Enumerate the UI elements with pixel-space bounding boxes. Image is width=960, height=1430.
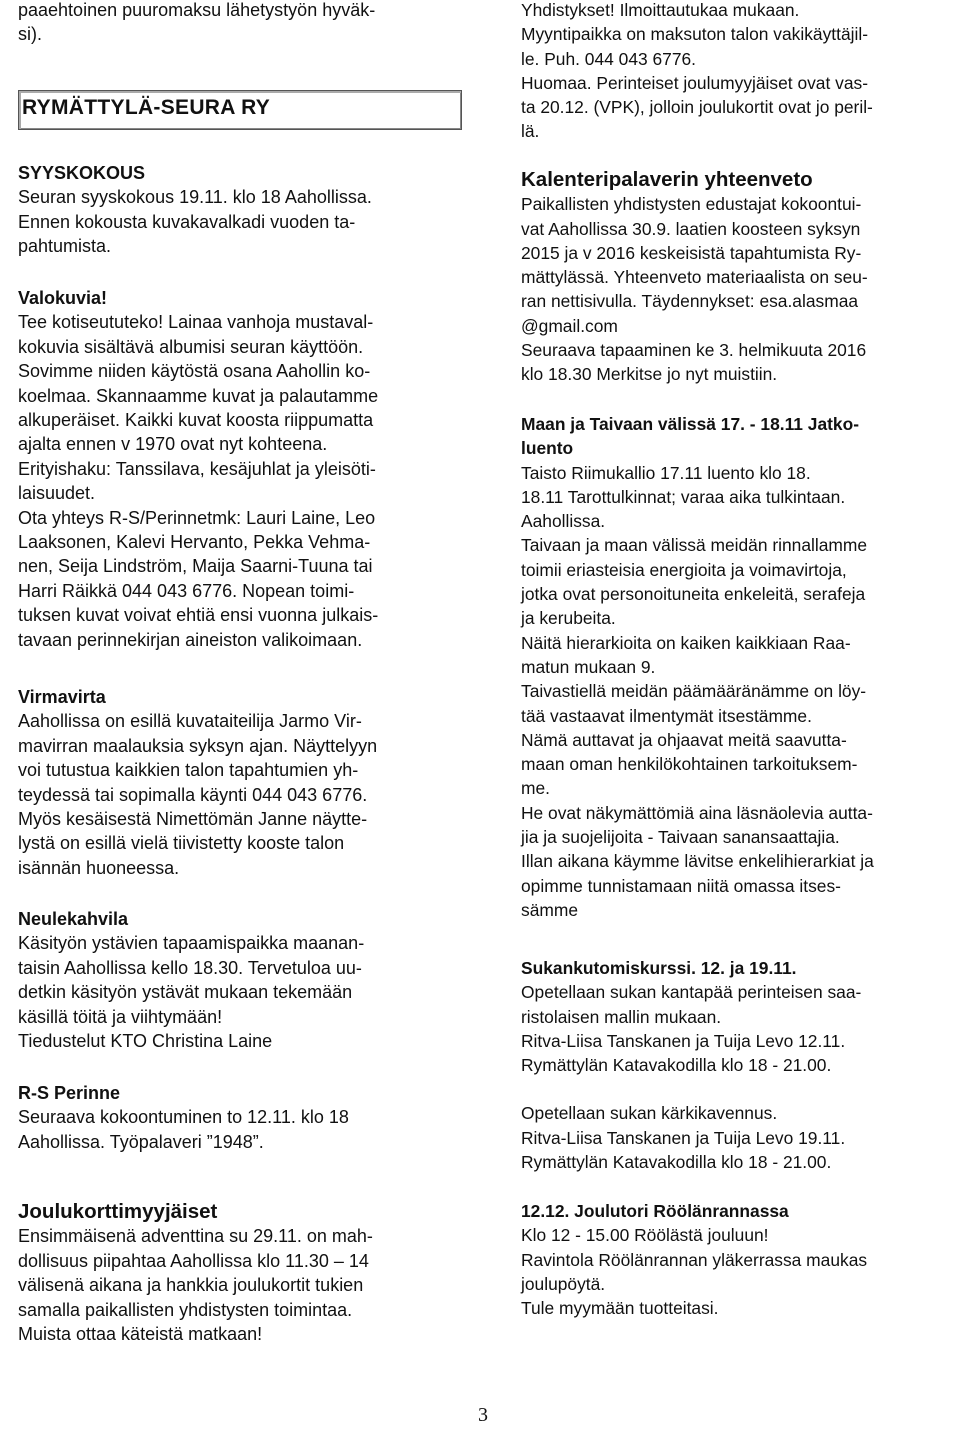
page-number: 3 (478, 1404, 488, 1426)
text-line: välisenä aikana ja hankkia joulukortit tukien (18, 1275, 364, 1296)
text-line: Ritva-Liisa Tanskanen ja Tuija Levo 19.11. (521, 1127, 846, 1148)
text-line: Aahollissa. Työpalaveri ”1948”. (18, 1131, 264, 1152)
text-line: tuksen kuvat voivat ehtiä ensi vuonna julkais- (18, 605, 379, 626)
text-line: Erityishaku: Tanssilava, kesäjuhlat ja yleisöti- (18, 458, 376, 479)
section-title-box: RYMÄTTYLÄ-SEURA RY (18, 90, 462, 130)
text-line: Taivastiellä meidän päämääränämme on löy- (521, 681, 867, 702)
joulutori-section (521, 1199, 867, 1320)
virmavirta-section (18, 685, 377, 880)
perinne-section (18, 1081, 349, 1154)
text-line: Muista ottaa käteistä matkaan! (18, 1324, 263, 1345)
text-line: ristolaisen mallin mukaan. (521, 1006, 722, 1027)
kalenteri-section (521, 168, 868, 387)
text-line: Opetellaan sukan kantapää perinteisen saa- (521, 982, 862, 1003)
neulekahvila-section (18, 907, 364, 1053)
text-line: Ennen kokousta kuvakavalkadi vuoden ta- (18, 211, 356, 232)
text-line: 18.11 Tarottulkinnat; varaa aika tulkintaan. (521, 486, 846, 507)
text-line: taisin Aahollissa kello 18.30. Tervetuloa uu- (18, 957, 362, 978)
section-heading: Maan ja Taivaan välissä 17. - 18.11 Jatko- (521, 414, 860, 434)
text-line: Paikallisten yhdistysten edustajat kokoontui- (521, 194, 862, 215)
text-line: @gmail.com (521, 315, 618, 336)
text-line: Klo 12 - 15.00 Röölästä jouluun! (521, 1225, 769, 1246)
text-line: Yhdistykset! Ilmoittautukaa mukaan. (521, 0, 800, 20)
text-line: me. (521, 778, 550, 799)
sukankutomis-section (521, 956, 861, 1174)
text-line: Nämä auttavat ja ohjaavat meitä saavutta- (521, 729, 847, 750)
text-line: samalla paikallisten yhdistysten toimintaa. (18, 1299, 353, 1320)
text-line: Huomaa. Perinteiset joulumyyjäiset ovat vas- (521, 72, 868, 93)
text-line: paaehtoinen puuromaksu lähetystyön hyväk- (18, 0, 376, 20)
text-line: ajalta ennen v 1970 ovat nyt kohteena. (18, 434, 328, 455)
text-line: 2015 ja v 2016 keskeisistä tapahtumista Ry- (521, 242, 862, 263)
text-line: tavaan perinnekirjan aineiston valikoimaan. (18, 629, 363, 650)
text-line: toimii eriasteisia energioita ja voimavirtoja, (521, 559, 847, 580)
text-line: Tiedustelut KTO Christina Laine (18, 1031, 273, 1052)
text-line: sämme (521, 899, 579, 920)
section-heading: R-S Perinne (18, 1083, 121, 1103)
text-line: käsillä töitä ja viihtymään! (18, 1006, 223, 1027)
section-heading: Virmavirta (18, 687, 106, 707)
text-line: mättylässä. Yhteenveto materiaalista on seu- (521, 267, 868, 288)
text-line: opimme tunnistamaan niitä omassa itses- (521, 875, 841, 896)
text-line: Ensimmäisenä adventtina su 29.11. on mah- (18, 1226, 373, 1247)
text-line: Seuran syyskokous 19.11. klo 18 Aahollissa. (18, 187, 372, 208)
text-line: Aahollissa on esillä kuvataiteilija Jarmo Vir- (18, 711, 362, 732)
text-line: pahtumista. (18, 236, 112, 257)
maan-ja-taivaan-section (521, 412, 874, 922)
section-heading: luento (521, 438, 574, 459)
text-line: Käsityön ystävien tapaamispaikka maanan- (18, 933, 365, 954)
text-line: nen, Seija Lindström, Maija Saarni-Tuuna tai (18, 556, 373, 577)
section-heading: Kalenteripalaverin yhteenveto (521, 168, 813, 191)
right-intro (521, 0, 873, 144)
text-line: Näitä hierarkioita on kaiken kaikkiaan Raa- (521, 632, 851, 653)
text-line: Rymättylän Katavakodilla klo 18 - 21.00. (521, 1152, 832, 1173)
section-heading: Valokuvia! (18, 288, 108, 308)
text-line: lystä on esillä vielä tiivistetty kooste talon (18, 833, 345, 854)
text-line: vat Aahollissa 30.9. laatien koosteen syksyn (521, 218, 861, 239)
text-line: He ovat näkymättömiä aina läsnäolevia autta- (521, 802, 873, 823)
text-line: le. Puh. 044 043 6776. (521, 48, 697, 69)
text-line: kokuvia sisältävä albumisi seuran käyttöön. (18, 336, 364, 357)
section-heading: 12.12. Joulutori Röölänrannassa (521, 1201, 789, 1221)
text-line: klo 18.30 Merkitse jo nyt muistiin. (521, 364, 778, 385)
text-line: tää vastaavat ilmentymät itsestämme. (521, 705, 812, 726)
text-line: Tee kotiseututeko! Lainaa vanhoja mustaval- (18, 312, 374, 333)
text-line: Taisto Riimukallio 17.11 luento klo 18. (521, 462, 811, 483)
spacer (521, 1077, 861, 1101)
text-line: detkin käsityön ystävät mukaan tekemään (18, 982, 353, 1003)
section-heading: Neulekahvila (18, 909, 129, 929)
text-line: maan oman henkilökohtainen tarkoituksem- (521, 754, 858, 775)
syyskokous-section (18, 161, 372, 259)
text-line: Ota yhteys R-S/Perinnetmk: Lauri Laine, Leo (18, 507, 376, 528)
text-line: Harri Räikkä 044 043 6776. Nopean toimi- (18, 580, 355, 601)
text-line: lä. (521, 121, 540, 142)
text-line: Aahollissa. (521, 511, 606, 532)
text-line: ran nettisivulla. Täydennykset: esa.alasmaa (521, 291, 859, 312)
text-line: teydessä tai sopimalla käynti 044 043 6776. (18, 784, 368, 805)
text-line: si). (18, 24, 42, 45)
text-line: mavirran maalauksia syksyn ajan. Näyttelyyn (18, 735, 378, 756)
joulukortti-section (18, 1200, 373, 1346)
left-intro (18, 0, 375, 47)
text-line: voi tutustua kaikkien talon tapahtumien yh- (18, 760, 359, 781)
text-line: ja kerubeita. (521, 608, 616, 629)
text-line: alkuperäiset. Kaikki kuvat koosta riippumatta (18, 410, 374, 431)
section-heading: SYYSKOKOUS (18, 163, 146, 183)
text-line: dollisuus piipahtaa Aahollissa klo 11.30 – 14 (18, 1250, 369, 1271)
text-line: Illan aikana käymme lävitse enkelihierarkiat ja (521, 851, 874, 872)
text-line: Myös kesäisestä Nimettömän Janne näytte- (18, 809, 368, 830)
text-line: koelmaa. Skannaamme kuvat ja palautamme (18, 385, 379, 406)
section-heading: Sukankutomiskurssi. 12. ja 19.11. (521, 958, 797, 978)
text-line: laisuudet. (18, 483, 96, 504)
text-line: Seuraava tapaaminen ke 3. helmikuuta 2016 (521, 340, 867, 361)
text-line: Tule myymään tuotteitasi. (521, 1298, 719, 1319)
text-line: Opetellaan sukan kärkikavennus. (521, 1103, 778, 1124)
section-heading: Joulukorttimyyjäiset (18, 1200, 218, 1223)
text-line: jia ja suojelijoita - Taivaan sanansaattajia. (521, 827, 840, 848)
text-line: Ravintola Röölänrannan yläkerrassa maukas (521, 1249, 868, 1270)
text-line: Seuraava kokoontuminen to 12.11. klo 18 (18, 1107, 349, 1128)
text-line: Taivaan ja maan välissä meidän rinnallamme (521, 535, 868, 556)
text-line: Myyntipaikka on maksuton talon vakikäyttäjil- (521, 24, 868, 45)
text-line: Rymättylän Katavakodilla klo 18 - 21.00. (521, 1055, 832, 1076)
text-line: Ritva-Liisa Tanskanen ja Tuija Levo 12.11. (521, 1030, 846, 1051)
text-line: matun mukaan 9. (521, 656, 656, 677)
text-line: ta 20.12. (VPK), jolloin joulukortit ovat jo peril- (521, 97, 873, 118)
text-line: Sovimme niiden käytöstä osana Aahollin ko- (18, 361, 371, 382)
text-line: Laaksonen, Kalevi Hervanto, Pekka Vehma- (18, 532, 371, 553)
text-line: joulupöytä. (521, 1273, 606, 1294)
text-line: jotka ovat personoituneita enkeleitä, serafeja (521, 584, 866, 605)
valokuvia-section (18, 286, 378, 652)
text-line: isännän huoneessa. (18, 857, 180, 878)
